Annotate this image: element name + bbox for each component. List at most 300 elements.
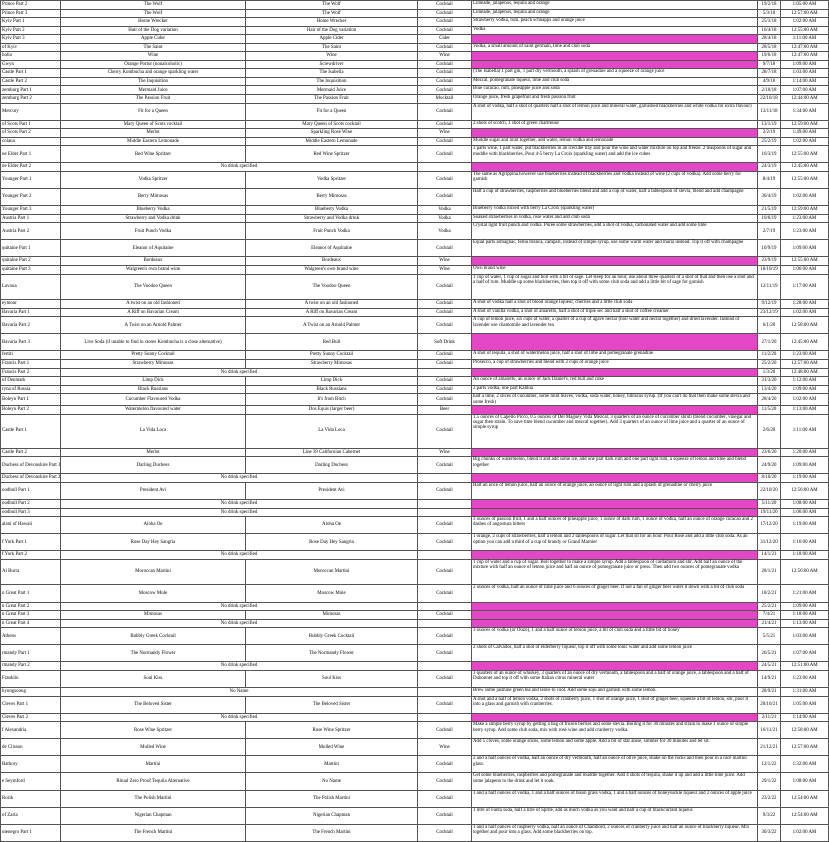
recipe-cell: A shot and a half of lemon vodka, 2 shots of cranberry juice, 1 shot of orange juice, 1 shot of ginger beer, squeeze a bit of lemon, stir, pour it into a glass and garnish with cranberries. [472, 696, 758, 713]
time-cell: 12:51:00 AM [781, 662, 829, 671]
table-row [1, 86, 829, 95]
original-drink-cell: Merlot [61, 129, 246, 138]
episode-cell: ryna of Russia [1, 385, 61, 394]
recipe-cell: The same as Agrippina however use blueberries instead of blackberries and vodka instead of wine (2 cups of vodka). Add some berry for garnish [472, 171, 758, 188]
original-drink-cell: The Beloved Sister [61, 696, 246, 713]
drink-name-cell: Rose Wine Spritzer [246, 722, 418, 739]
table-row [1, 508, 829, 517]
recipe-cell [472, 508, 758, 517]
recipe-cell: 2 ounces of vodka, half an ounce of lime juice and 6 ounces of ginger beer. If not a fan of ginger beer water it down with a bit of club soda [472, 585, 758, 602]
time-cell: 1:05:00 AM [781, 1, 829, 10]
episode-cell: ne Elder Part 2 [1, 163, 61, 172]
table-row [1, 696, 829, 713]
table-row [1, 265, 829, 274]
episode-cell: Bathory [1, 756, 61, 773]
drink-type-cell: Cocktail [418, 670, 472, 687]
episode-cell: n Great Part 4 [1, 619, 61, 628]
episode-cell: Franklin [1, 670, 61, 687]
drink-type-cell: Cocktail [418, 482, 472, 499]
drink-type-cell: Wine [418, 265, 472, 274]
time-cell: 1:21:00 AM [781, 585, 829, 602]
episode-cell: fertiti [1, 351, 61, 360]
original-drink-cell: Moroccan Martini [61, 559, 246, 585]
time-cell: 1:31:00 AM [781, 688, 829, 697]
original-drink-cell: Mermaid Juice [61, 86, 246, 95]
original-drink-cell: Blueberry Vodka [61, 206, 246, 215]
date-cell: 13/4/20 [758, 385, 781, 394]
time-cell: 1:23:00 AM [781, 351, 829, 360]
drink-name-cell: Mulled Wine [246, 739, 418, 756]
no-drink-cell: No drink specified [61, 662, 418, 671]
table-row [1, 377, 829, 386]
date-cell: 10/9/19 [758, 240, 781, 257]
date-cell: 31/3/20 [758, 377, 781, 386]
episode-cell: eymour [1, 300, 61, 309]
table-row [1, 394, 829, 406]
drink-type-cell: Cocktail [418, 274, 472, 300]
no-drink-cell: No drink specified [61, 602, 418, 611]
episode-cell: Duchess of Devonshire Part 1 [1, 457, 61, 474]
table-row [1, 18, 829, 27]
recipe-cell: Limeade, jalapenos, tequila and orange [472, 1, 758, 10]
time-cell: 1:20:00 AM [781, 448, 829, 457]
date-cell: 28/7/18 [758, 69, 781, 78]
recipe-cell: 3 ounces of passion fruit, 1 and a half ounces of pineapple juice, 1 ounce of dark rum, 1 ounce of vodka, half an ounce of orange curacao and 2 dashes of angostura bitters [472, 517, 758, 534]
episode-cell: Kyiv Part 2 [1, 26, 61, 35]
episode-cell: of Scots Part 1 [1, 120, 61, 129]
time-cell: 1:23:00 AM [781, 214, 829, 223]
recipe-cell: 3 parts wine, 1 part water, put blackberries in an icecube tray and pour the wine and water mixture on top and freeze. 2 teaspoons of sugar and muddle with blackberries. Pour 4-5 berry La Croix (sparkling water) and add the ice cubes [472, 146, 758, 163]
drink-name-cell: Mimosas [246, 611, 418, 620]
recipe-cell: Half an once of lemon juice, half an ounce of orange juice, an ounce of light rum and a splash of grenadine or cherry juice [472, 482, 758, 499]
table-row [1, 120, 829, 129]
time-cell: 12:55:00 AM [781, 257, 829, 266]
recipe-cell: An ounce of amaretto, an ounce of Jack Daniel's, red bull and coke [472, 377, 758, 386]
original-drink-cell: Watermelon flavoured water [61, 405, 246, 414]
drink-type-cell: Cocktail [418, 534, 472, 551]
time-cell: 1:19:00 AM [781, 517, 829, 534]
drink-name-cell: Fit for a Queen [246, 103, 418, 120]
drink-name-cell: Limp Dick [246, 377, 418, 386]
time-cell: 1:07:00 AM [781, 645, 829, 662]
episode-cell: ne Elder Part 1 [1, 146, 61, 163]
date-cell: 21/12/21 [758, 739, 781, 756]
drink-type-cell [418, 551, 472, 560]
episode-cell: f Alexandria [1, 722, 61, 739]
time-cell: 1:13:00 AM [781, 405, 829, 414]
episode-cell: of Zaria [1, 807, 61, 824]
original-drink-cell: Eleanor of Aquitaine [61, 240, 246, 257]
recipe-cell: half a lime, 2 slices of cucumber, some mint leaves, vodka, soda water, honey, hibiscus syrup. (If you can't do that then make some stevia and some fresh) [472, 394, 758, 406]
date-cell: 5/11/20 [758, 499, 781, 508]
episode-cell: f York Part 1 [1, 534, 61, 551]
original-drink-cell: Cherry Kombucha and orange sparkling water [61, 69, 246, 78]
date-cell: 24/5/21 [758, 662, 781, 671]
recipe-cell: 2 parts vodka, one part Kahlua [472, 385, 758, 394]
drink-name-cell: Fruit Punch Vodka [246, 223, 418, 240]
table-row [1, 95, 829, 104]
time-cell: 12:56:00 AM [781, 482, 829, 499]
drink-type-cell: Cocktail [418, 146, 472, 163]
time-cell: 12:55:00 AM [781, 26, 829, 35]
date-cell: 12/11/19 [758, 274, 781, 300]
table-row [1, 517, 829, 534]
time-cell: 1:03:00 AM [781, 69, 829, 78]
table-row [1, 351, 829, 360]
original-drink-cell: Middle Eastern Lemonade [61, 137, 246, 146]
drink-type-cell: Cocktail [418, 414, 472, 448]
drink-type-cell: Cocktail [418, 394, 472, 406]
recipe-cell: A shot of vodka half a shot of blood orange liqueur, cherries and a little club soda [472, 300, 758, 309]
date-cell: 28/4/18 [758, 35, 781, 44]
drink-type-cell: Cocktail [418, 60, 472, 69]
original-drink-cell: Live Soda (if unable to find in stores Kombucha is a close alternative) [61, 334, 246, 351]
episode-cell: Castle Part 1 [1, 414, 61, 448]
drink-type-cell: Cocktail [418, 359, 472, 368]
recipe-cell: Crystal light fruit punch and vodka. Puree some strawberries, add a shot of vodka, carbonated water and add some lime [472, 223, 758, 240]
table-row [1, 9, 829, 18]
drink-type-cell: Mocktail [418, 95, 472, 104]
recipe-cell: 2 shots of scotch, 1 shot of green chartreuse [472, 120, 758, 129]
episode-cell: Younger Part 3 [1, 206, 61, 215]
episode-cell: Bavaria Part 3 [1, 334, 61, 351]
drink-name-cell: Red Bull [246, 334, 418, 351]
table-row [1, 602, 829, 611]
time-cell: 1:09:00 AM [781, 385, 829, 394]
episode-cell: bolia [1, 52, 61, 61]
drink-name-cell: The Isabella [246, 69, 418, 78]
date-cell: 22/10/20 [758, 482, 781, 499]
original-drink-cell: Moscow Mule [61, 585, 246, 602]
recipe-cell [472, 334, 758, 351]
recipe-cell: Orange juice, fresh grapefruit and fresh passion fruit [472, 95, 758, 104]
date-cell: 28/5/18 [758, 43, 781, 52]
drink-type-cell: Cocktail [418, 240, 472, 257]
episode-cell: Kyiv Part 3 [1, 35, 61, 44]
recipe-cell [472, 499, 758, 508]
episode-cell: Al Burra [1, 559, 61, 585]
recipe-cell [472, 611, 758, 620]
date-cell: 2/11/21 [758, 713, 781, 722]
date-cell: 10/6/19 [758, 214, 781, 223]
recipe-cell: 2 and a half ounces of vodka, half an ounce of dry vermouth, half an ounce of olive juice, shake on the rocks and then pour in a nice martini glass. [472, 756, 758, 773]
episode-cell: Gwyn [1, 60, 61, 69]
drink-type-cell [418, 508, 472, 517]
recipe-cell [472, 52, 758, 61]
date-cell: 5/3/18 [758, 9, 781, 18]
drink-name-cell: Line 39 Californian Cabernet [246, 448, 418, 457]
episode-cell: Castle Part 1 [1, 69, 61, 78]
drink-type-cell: Vodka [418, 214, 472, 223]
original-drink-cell: Martini [61, 756, 246, 773]
drink-name-cell: The Wolf [246, 1, 418, 10]
time-cell: 1:02:00 AM [781, 18, 829, 27]
recipe-cell: 1 and a half ounces of vodka, 1 and a half ounces of bison grass vodka, 1 and a half ounces of honeysuckle liqueur and 2 ounces of apple juice [472, 790, 758, 807]
episode-cell: zemburg Part 1 [1, 86, 61, 95]
drink-type-cell: Cocktail [418, 790, 472, 807]
original-drink-cell: A twist on an old fashioned [61, 300, 246, 309]
time-cell: 1:05:00 AM [781, 696, 829, 713]
table-row [1, 317, 829, 334]
table-row [1, 499, 829, 508]
time-cell: 1:09:00 AM [781, 240, 829, 257]
drink-type-cell: Cocktail [418, 756, 472, 773]
drink-name-cell: Screwdriver [246, 60, 418, 69]
date-cell: 25/2/19 [758, 137, 781, 146]
drink-type-cell: Cocktail [418, 559, 472, 585]
episode-cell: zemburg Part 2 [1, 95, 61, 104]
date-cell: 21/5/19 [758, 206, 781, 215]
original-drink-cell: The French Martini [61, 824, 246, 841]
table-row [1, 807, 829, 824]
drink-type-cell: Cocktail [418, 722, 472, 739]
date-cell: 7/4/21 [758, 611, 781, 620]
no-drink-cell: No drink specified [61, 619, 418, 628]
table-row [1, 619, 829, 628]
date-cell: 30/3/22 [758, 824, 781, 841]
original-drink-cell: Cucumber Flavoured Vodka [61, 394, 246, 406]
original-drink-cell: The Wolf [61, 1, 246, 10]
time-cell: 12:44:00 AM [781, 95, 829, 104]
episode-cell: Kyiv Part 1 [1, 18, 61, 27]
drink-name-cell: La Vida Loca [246, 414, 418, 448]
episode-cell: Younger Part 2 [1, 189, 61, 206]
original-drink-cell: Soul Kiss [61, 670, 246, 687]
recipe-cell: Soaked strawberries in vodka, rose water and add club soda [472, 214, 758, 223]
date-cell: 9/7/18 [758, 60, 781, 69]
date-cell: 20/10/21 [758, 696, 781, 713]
drink-name-cell: The Wolf [246, 9, 418, 18]
table-row [1, 214, 829, 223]
original-drink-cell: Apple Cider [61, 35, 246, 44]
original-drink-cell: La Vida Loca [61, 414, 246, 448]
episode-cell: Mercury [1, 103, 61, 120]
episode-cell: Castle Part 2 [1, 77, 61, 86]
episode-cell: colana [1, 137, 61, 146]
drink-type-cell: Wine [418, 739, 472, 756]
time-cell: 12:58:00 AM [781, 722, 829, 739]
time-cell: 1:08:00 AM [781, 773, 829, 790]
drink-type-cell [418, 368, 472, 377]
recipe-cell [472, 448, 758, 457]
drink-name-cell: Strawberry Mimosas [246, 359, 418, 368]
table-row [1, 559, 829, 585]
drink-type-cell: Cocktail [418, 26, 472, 35]
date-cell: 24/3/19 [758, 163, 781, 172]
drink-type-cell: Cocktail [418, 517, 472, 534]
table-row [1, 482, 829, 499]
drink-type-cell: Cocktail [418, 585, 472, 602]
recipe-cell: Big chunks of watermelon, blend it and add some ice, add one part dark rum and one part light rum, a squeeze of lemon and lime and blend together [472, 457, 758, 474]
date-cell: 14/9/21 [758, 670, 781, 687]
drink-type-cell [418, 713, 472, 722]
time-cell: 12:59:00 AM [781, 120, 829, 129]
drink-type-cell: Cocktail [418, 308, 472, 317]
recipe-cell: Vodka, a small amount of saint germain, lime and club soda [472, 43, 758, 52]
episode-cell: n Great Part 2 [1, 602, 61, 611]
original-drink-cell: Red Wine Spritzer [61, 146, 246, 163]
time-cell: 12:57:00 AM [781, 359, 829, 368]
date-cell: 25/2/20 [758, 359, 781, 368]
drink-name-cell: The Beloved Sister [246, 696, 418, 713]
original-drink-cell: Vodka Spritzer [61, 171, 246, 188]
table-row [1, 52, 829, 61]
date-cell: 29/1/22 [758, 773, 781, 790]
time-cell: 1:11:00 AM [781, 414, 829, 448]
time-cell: 1:02:00 AM [781, 308, 829, 317]
drink-name-cell: President Avi [246, 482, 418, 499]
drink-type-cell: Wine [418, 129, 472, 138]
drink-type-cell: Cocktail [418, 1, 472, 10]
episode-cell: rmandy Part 1 [1, 645, 61, 662]
drink-type-cell: Cocktail [418, 807, 472, 824]
date-cell: 30/4/19 [758, 189, 781, 206]
recipe-cell: A shot of vodka, half a shot of quarters half a shot of lemon juice and mineral water, garnished blackberries and white vodka for extra flavour) [472, 103, 758, 120]
time-cell: 1:32:00 AM [781, 756, 829, 773]
original-drink-cell: The Inquisition [61, 77, 246, 86]
original-drink-cell: Orange Portor (nonalcoholic) [61, 60, 246, 69]
episode-cell: Francis Part 1 [1, 359, 61, 368]
time-cell: 1:19:00 AM [781, 474, 829, 483]
time-cell: 1:14:00 AM [781, 77, 829, 86]
table-row [1, 585, 829, 602]
date-cell: 28/1/21 [758, 559, 781, 585]
original-drink-cell: The Saint [61, 43, 246, 52]
time-cell: 1:09:00 AM [781, 602, 829, 611]
episode-cell: quitaine Part 1 [1, 240, 61, 257]
date-cell: 2/10/18 [758, 86, 781, 95]
drink-name-cell: The Normandy Flower [246, 645, 418, 662]
table-row [1, 35, 829, 44]
drink-name-cell: Martini [246, 756, 418, 773]
drink-type-cell: Cider [418, 35, 472, 44]
table-row [1, 206, 829, 215]
time-cell: 1:09:00 AM [781, 60, 829, 69]
original-drink-cell: Strawberry and Vodka drink [61, 214, 246, 223]
drink-name-cell: Aloha Oe [246, 517, 418, 534]
table-row [1, 368, 829, 377]
no-drink-cell: No drink specified [61, 499, 418, 508]
recipe-cell: A shot of vanilla vodka, a shot of amaretto, half a shot of triple sec and half a shot of coffee creamer [472, 308, 758, 317]
date-cell: 24/9/20 [758, 457, 781, 474]
time-cell: 1:02:00 AM [781, 824, 829, 841]
no-drink-cell: No drink specified [61, 474, 418, 483]
table-row [1, 385, 829, 394]
drink-name-cell: Eleanor of Aquitaine [246, 240, 418, 257]
drink-name-cell: Middle Eastern Lemonade [246, 137, 418, 146]
episode-cell: hyongsoong [1, 688, 61, 697]
table-row [1, 611, 829, 620]
date-cell: 22/10/18 [758, 95, 781, 104]
table-row [1, 739, 829, 756]
episode-cell: Lavoua [1, 274, 61, 300]
original-drink-cell: Hair of the Dog variation [61, 26, 246, 35]
time-cell: 1:18:00 AM [781, 551, 829, 560]
episode-cell: Francis Part 2 [1, 368, 61, 377]
original-drink-cell: President Avi [61, 482, 246, 499]
drink-name-cell: The Inquisition [246, 77, 418, 86]
drink-type-cell: Cocktail [418, 86, 472, 95]
recipe-cell: A shot of tequila, a shot of watermelon juice, half a shot of lime and pomegranate grenadine [472, 351, 758, 360]
episode-cell: Athens [1, 628, 61, 645]
recipe-cell: Equal parts armagnac, fernu branca, campari, instead of simple syrup, use some warm water and maria instead. Top it off with champagne [472, 240, 758, 257]
original-drink-cell: The Passion Fruit [61, 95, 246, 104]
episode-cell: Boleyn Part 2 [1, 405, 61, 414]
drink-type-cell: Cocktail [418, 317, 472, 334]
drink-type-cell: Cocktail [418, 824, 472, 841]
drink-name-cell: The Saint [246, 43, 418, 52]
drink-name-cell: Wine [246, 52, 418, 61]
recipe-cell [472, 257, 758, 266]
no-drink-cell: No drink specified [61, 551, 418, 560]
time-cell: 12:47:00 AM [781, 52, 829, 61]
date-cell: 13/1/19 [758, 120, 781, 129]
no-drink-cell: No drink specified [61, 163, 418, 172]
date-cell: 25/2/21 [758, 602, 781, 611]
no-drink-cell: No drink specified [61, 713, 418, 722]
no-drink-cell: No drink specified [61, 368, 418, 377]
date-cell: 23/12/19 [758, 308, 781, 317]
drink-type-cell: Cocktail [418, 103, 472, 120]
drink-name-cell: Walgreen's own brand wine [246, 265, 418, 274]
time-cell: 12:57:00 AM [781, 739, 829, 756]
recipe-cell: 1 cup of water, 1 cup of sugar and boil with a bit of sage. Let steep for an hour, use about three quarters of a shot of that and then use a shot and a half of rum. Muddle up some blackberries, then top it off with some club soda and add a little bit of sage for garnish [472, 274, 758, 300]
drink-type-cell: Cocktail [418, 18, 472, 27]
drink-name-cell: Moscow Mule [246, 585, 418, 602]
time-cell: 12:54:00 AM [781, 807, 829, 824]
drink-name-cell: The French Martini [246, 824, 418, 841]
table-row [1, 129, 829, 138]
episode-cell: of Scots Part 2 [1, 129, 61, 138]
table-row [1, 414, 829, 448]
recipe-cell [472, 602, 758, 611]
drink-type-cell: Cocktail [418, 377, 472, 386]
drink-type-cell [418, 474, 472, 483]
drink-type-cell: Cocktail [418, 300, 472, 309]
original-drink-cell: Black Russians [61, 385, 246, 394]
no-drink-cell: No drink specified [61, 508, 418, 517]
episode-cell: Cleves Part 1 [1, 696, 61, 713]
time-cell: 1:06:00 AM [781, 265, 829, 274]
recipe-cell: Muddle sugar and mint together, add water, lemon vodka and lemonade [472, 137, 758, 146]
episode-cell: Bavaria Part 1 [1, 308, 61, 317]
recipe-cell [472, 405, 758, 414]
recipe-cell [472, 474, 758, 483]
time-cell: 12:48:00 AM [781, 368, 829, 377]
drink-type-cell [418, 163, 472, 172]
date-cell: 1/3/20 [758, 368, 781, 377]
time-cell: 1:49:00 AM [781, 129, 829, 138]
date-cell: 8/10/20 [758, 474, 781, 483]
time-cell: 1:17:00 AM [781, 274, 829, 300]
table-row [1, 773, 829, 790]
date-cell: 9/3/22 [758, 807, 781, 824]
date-cell: 12/1/22 [758, 756, 781, 773]
drink-type-cell: Vodka [418, 223, 472, 240]
recipe-cell [472, 129, 758, 138]
drink-name-cell: A twist on an old fashioned [246, 300, 418, 309]
episode-cell: alani of Hawaii [1, 517, 61, 534]
drink-type-cell: Wine [418, 52, 472, 61]
original-drink-cell: Pretty Sunny Cocktail [61, 351, 246, 360]
date-cell: 5/5/21 [758, 628, 781, 645]
table-row [1, 69, 829, 78]
original-drink-cell: Home Wrecker [61, 18, 246, 27]
date-cell: 18/10/19 [758, 265, 781, 274]
table-row [1, 359, 829, 368]
table-row [1, 534, 829, 551]
episode-cell: quitaine Part 3 [1, 265, 61, 274]
